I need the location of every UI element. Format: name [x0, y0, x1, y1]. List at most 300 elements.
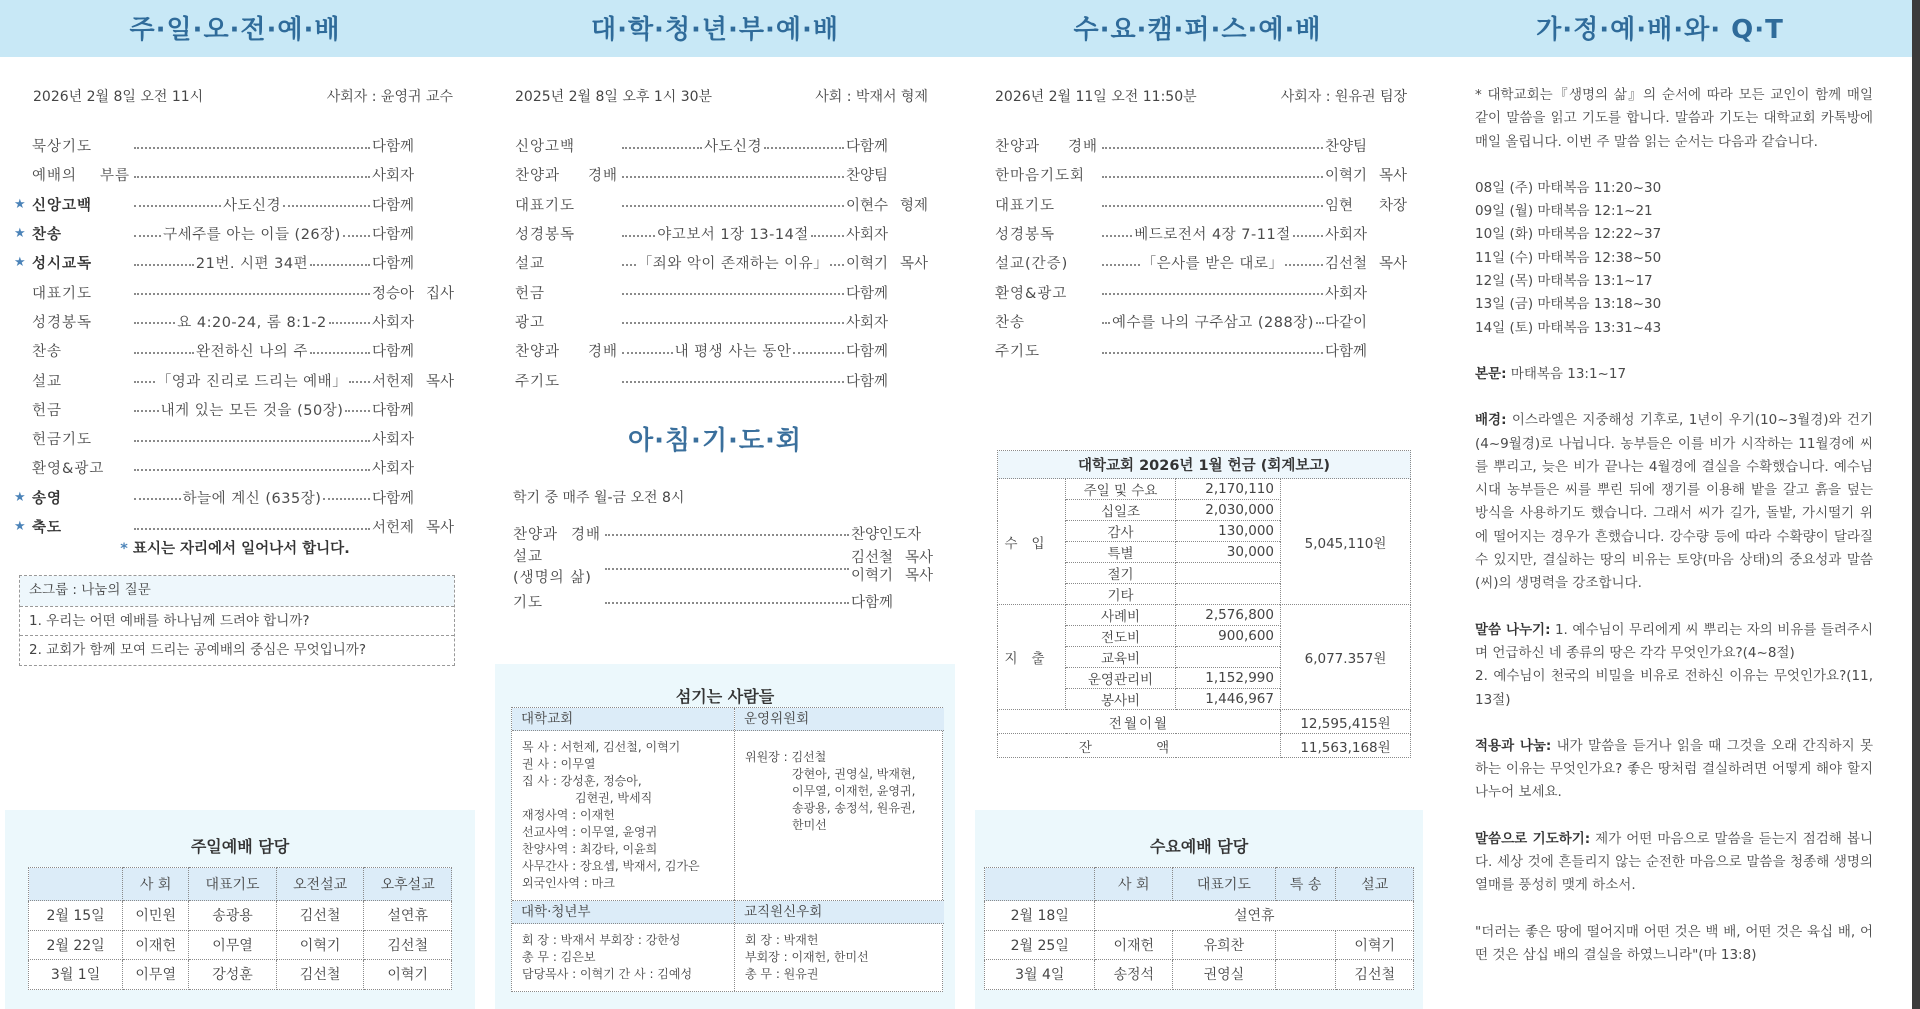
- reading-item: 08일 (주) 마태복음 11:20~30: [1475, 179, 1662, 196]
- order-content: 내게 있는 모든 것을 (50장): [160, 402, 344, 419]
- dot-leader: [622, 147, 702, 149]
- order-item: [513, 587, 933, 615]
- income-amount: [1176, 584, 1281, 605]
- duty-date: 2월 25일: [985, 930, 1095, 960]
- dot-leader: [134, 352, 194, 354]
- order-label-sub: (생명의 삶): [513, 569, 592, 586]
- service-datetime: 2026년 2월 8일 오전 11시: [33, 89, 204, 105]
- committee-members: 송광용, 송정석, 원유권,: [792, 801, 916, 815]
- order-label: 찬양과 경배: [513, 526, 601, 543]
- order-label: 찬양과 경배: [515, 344, 618, 361]
- order-role: 다함께: [851, 594, 894, 611]
- staff-line: 총 무 : 원유권: [745, 967, 819, 981]
- wednesday-duty-table: [984, 867, 1414, 990]
- order-content: 사도신경: [222, 197, 282, 214]
- order-label: 환영&광고: [995, 285, 1068, 302]
- committee-members: 한미선: [792, 818, 827, 832]
- expense-label: 지출: [998, 605, 1066, 710]
- duty-cell: 송정석: [1095, 960, 1173, 990]
- order-label: 대표기도: [995, 197, 1056, 214]
- table-header: 사 회: [123, 868, 189, 901]
- page-edge: [1912, 0, 1920, 1009]
- duty-cell: 김선철: [276, 901, 364, 931]
- order-label: 찬양과 경배: [515, 168, 618, 185]
- small-group-question: 2. 교회가 함께 모여 드리는 공예배의 중심은 무엇입니까?: [20, 635, 454, 665]
- order-content: 「죄와 악이 존재하는 이유」: [637, 256, 829, 273]
- wednesday-service-title: 수·요·캠·퍼·스·예·배: [1073, 15, 1322, 45]
- order-item: [14, 395, 454, 424]
- income-amount: 2,170,110: [1176, 479, 1281, 500]
- order-item: [995, 277, 1407, 306]
- order-item: [515, 336, 928, 365]
- order-role: 다함께: [372, 227, 415, 244]
- balance-value: 11,563,168원: [1281, 734, 1411, 758]
- order-item: [513, 519, 933, 547]
- duty-cell: 설연휴: [364, 901, 452, 931]
- order-role: 사회자: [372, 461, 415, 478]
- income-item: 특별: [1066, 542, 1176, 563]
- order-role: 다함께: [846, 344, 889, 361]
- youth-service-column: [480, 0, 950, 1009]
- table-row: [29, 960, 452, 990]
- order-item: [14, 453, 454, 482]
- dot-leader: [1102, 293, 1323, 295]
- order-role: 사회자: [846, 227, 889, 244]
- order-item: [515, 277, 928, 306]
- order-role: 다함께: [1325, 344, 1368, 361]
- order-content: 21번. 시편 34편: [195, 256, 309, 273]
- order-item: [995, 131, 1407, 160]
- order-content: 요 4:20-24, 롬 8:1-2: [177, 314, 327, 331]
- qt-text-label: 본문:: [1475, 365, 1507, 382]
- service-datetime: 2026년 2월 11일 오전 11:50분: [995, 89, 1197, 105]
- dot-leader: [764, 147, 844, 149]
- order-role: 다함께: [372, 344, 415, 361]
- order-item: [995, 219, 1407, 248]
- committee-chair: 위원장 : 김선철: [745, 750, 827, 764]
- expense-amount: 900,600: [1176, 626, 1281, 647]
- duty-date: 2월 22일: [29, 930, 123, 960]
- order-item: [14, 131, 454, 160]
- duty-merged-note: 설연휴: [1095, 901, 1414, 931]
- order-item: [14, 483, 454, 512]
- dot-leader: [134, 293, 370, 295]
- income-item: 주일 및 수요: [1066, 479, 1176, 500]
- reading-item: 10일 (화) 마태복음 12:22~37: [1475, 226, 1662, 243]
- expense-item: 사례비: [1066, 605, 1176, 626]
- dot-leader: [134, 176, 370, 178]
- order-item: [995, 190, 1407, 219]
- order-item: [515, 190, 928, 219]
- dot-leader: [1293, 235, 1323, 237]
- qt-background: [1475, 409, 1873, 595]
- morning-prayer-order: [513, 519, 933, 615]
- table-row: [985, 901, 1414, 931]
- dot-leader: [793, 352, 844, 354]
- small-group-question: 1. 우리는 어떤 예배를 하나님께 드려야 합니까?: [20, 606, 454, 636]
- table-row: [29, 930, 452, 960]
- order-label: 찬송: [32, 344, 63, 361]
- order-content: 구세주를 아는 이들 (26장): [163, 227, 341, 244]
- service-presider: 사회자 : 윤영귀 교수: [326, 89, 453, 105]
- order-role: 다함께: [372, 402, 415, 419]
- duty-date: 3월 4일: [985, 960, 1095, 990]
- order-item: [515, 131, 928, 160]
- duty-cell: 김선철: [1336, 960, 1414, 990]
- order-item: [14, 336, 454, 365]
- staff-line: 목 사 : 서헌제, 김선철, 이혁기: [522, 740, 681, 754]
- order-label: 대표기도: [515, 197, 576, 214]
- order-role: 다함께: [846, 373, 889, 390]
- duty-cell: 강성훈: [189, 960, 277, 990]
- duty-cell: 이무열: [189, 930, 277, 960]
- order-item: [14, 307, 454, 336]
- reading-item: 13일 (금) 마태복음 13:18~30: [1475, 296, 1662, 313]
- income-amount: [1176, 563, 1281, 584]
- dot-leader: [134, 147, 370, 149]
- duty-cell: 유희찬: [1173, 930, 1276, 960]
- qt-apply-label: 적용과 나눔:: [1475, 737, 1552, 754]
- duty-cell: 권영실: [1173, 960, 1276, 990]
- table-header: 설교: [1336, 868, 1414, 901]
- order-label: 성시교독: [32, 256, 93, 273]
- order-role: 다같이: [1325, 314, 1368, 331]
- staff-line: 담당목사 : 이혁기 간 사 : 김예성: [522, 967, 693, 981]
- order-label: 찬송: [995, 314, 1026, 331]
- order-label: 광고: [515, 314, 546, 331]
- church-staff-header: 대학교회: [512, 708, 734, 731]
- duty-date: 2월 15일: [29, 901, 123, 931]
- dot-leader: [345, 410, 370, 412]
- dot-leader: [622, 352, 673, 354]
- dot-leader: [134, 322, 175, 324]
- youth-staff-list: [512, 924, 734, 991]
- duty-cell: [1275, 930, 1336, 960]
- star-icon: ★: [14, 196, 26, 212]
- order-label: 기도: [513, 594, 544, 611]
- dot-leader: [343, 235, 370, 237]
- dot-leader: [323, 498, 370, 500]
- order-role: 사회자: [1325, 285, 1368, 302]
- order-label: 성경봉독: [515, 227, 576, 244]
- duty-cell: 송광용: [189, 901, 277, 931]
- order-item: [14, 424, 454, 453]
- reading-schedule: [1475, 177, 1873, 340]
- order-content: 야고보서 1장 13-14절: [657, 227, 809, 244]
- standing-note: [0, 537, 470, 558]
- duty-date: 3월 1일: [29, 960, 123, 990]
- sunday-service-meta: [33, 86, 453, 106]
- order-label: 헌금기도: [32, 432, 93, 449]
- faculty-fellowship-cell: [734, 900, 944, 991]
- order-role: 정승아 집사: [372, 285, 454, 302]
- duty-date: 2월 18일: [985, 901, 1095, 931]
- table-header: 특 송: [1275, 868, 1336, 901]
- dot-leader: [134, 498, 181, 500]
- table-row: [29, 901, 452, 931]
- small-group-header: 소그룹 : 나눔의 질문: [20, 576, 454, 606]
- order-item: [995, 307, 1407, 336]
- qt-text: [1475, 363, 1873, 386]
- faculty-fellowship-header: 교직원신우회: [735, 901, 944, 924]
- qt-sharing-label: 말씀 나누기:: [1475, 621, 1551, 638]
- expense-amount: 2,576,800: [1176, 605, 1281, 626]
- order-role: 사회자: [1325, 227, 1368, 244]
- staff-line: 총 무 : 김은보: [522, 950, 596, 964]
- expense-amount: 1,152,990: [1176, 668, 1281, 689]
- order-item: [995, 336, 1407, 365]
- service-datetime: 2025년 2월 8일 오후 1시 30분: [515, 89, 713, 105]
- dot-leader: [605, 534, 849, 536]
- standing-note-text: 표시는 자리에서 일어나서 합니다.: [132, 541, 350, 557]
- expense-item: 교육비: [1066, 647, 1176, 668]
- staff-line: 부회장 : 이재헌, 한미선: [745, 950, 869, 964]
- order-role: 임현 차장: [1325, 197, 1407, 214]
- youth-staff-cell: [512, 900, 734, 991]
- qt-sharing-question: 2. 예수님이 천국의 비밀을 비유로 전하신 이유는 무엇인가요?(11, 13절): [1475, 668, 1873, 708]
- order-item: [995, 248, 1407, 277]
- order-role: 사회자: [846, 314, 889, 331]
- order-label: 찬양과 경배: [995, 139, 1098, 156]
- table-header: [985, 868, 1095, 901]
- order-role: 다함께: [372, 256, 415, 273]
- reading-item: 14일 (토) 마태복음 13:31~43: [1475, 319, 1662, 336]
- order-item: [14, 277, 454, 306]
- wednesday-service-meta: [995, 86, 1407, 106]
- duty-cell: 김선철: [364, 930, 452, 960]
- order-role: 다함께: [372, 197, 415, 214]
- dot-leader: [329, 322, 370, 324]
- qt-sharing-question: 1. 예수님이 무리에게 씨 뿌리는 자의 비유를 들려주시며 언급하신 네 종류의 땅은 각각 무엇인가요?(4~8절): [1475, 621, 1874, 661]
- order-role: 다함께: [846, 139, 889, 156]
- table-header: 대표기도: [189, 868, 277, 901]
- sunday-service-column: [0, 0, 470, 1009]
- order-role: 김선철 목사: [851, 550, 933, 566]
- balance-label: 잔 액: [998, 734, 1281, 758]
- staff-line: 사무간사 : 장요셉, 박재서, 김가은: [522, 859, 700, 873]
- order-label: 설교: [515, 256, 546, 273]
- order-item: [515, 160, 928, 189]
- committee-members: 강현아, 권영실, 박재현,: [792, 767, 916, 781]
- worship-order-list: [995, 131, 1407, 365]
- faculty-fellowship-list: [735, 924, 944, 991]
- income-item: 기타: [1066, 584, 1176, 605]
- income-label: 수입: [998, 479, 1066, 605]
- finance-report-table: [997, 450, 1411, 758]
- order-content: 완전하신 나의 주: [196, 344, 308, 361]
- dot-leader: [605, 568, 849, 570]
- service-presider: 사회자 : 원유권 팀장: [1280, 89, 1407, 105]
- table-header: [29, 868, 123, 901]
- expense-amount: [1176, 647, 1281, 668]
- star-icon: ★: [14, 226, 26, 242]
- order-role: 다함께: [846, 285, 889, 302]
- dot-leader: [310, 352, 370, 354]
- dot-leader: [1102, 264, 1140, 266]
- expense-item: 봉사비: [1066, 689, 1176, 710]
- expense-total: 6,077.357원: [1281, 605, 1411, 710]
- qt-pray: [1475, 828, 1873, 898]
- order-role: 다함께: [372, 490, 415, 507]
- dot-leader: [134, 205, 221, 207]
- income-amount: 130,000: [1176, 521, 1281, 542]
- duty-cell: 이민원: [123, 901, 189, 931]
- staff-line: 회 장 : 박재서 부회장 : 강한성: [522, 933, 681, 947]
- order-role: 서헌제 목사: [372, 373, 454, 390]
- dot-leader: [830, 264, 844, 266]
- order-role: 이혁기 목사: [851, 568, 933, 584]
- wednesday-duty-title: 수요예배 담당: [1149, 837, 1249, 856]
- small-group-questions: [19, 575, 455, 666]
- dot-leader: [283, 205, 370, 207]
- star-icon: ★: [14, 519, 26, 534]
- duty-cell: 이재헌: [123, 930, 189, 960]
- income-item: 십일조: [1066, 500, 1176, 521]
- dot-leader: [605, 602, 849, 604]
- order-item: [14, 190, 454, 219]
- qt-background-text: 이스라엘은 지중해성 기후로, 1년이 우기(10~3월경)와 건기(4~9월경)로 나뉩니다. 농부들은 이를 비가 시작하는 11월경에 씨를 뿌리고, 늦은 비가 끝나는 4월경에 결실을 수확했습니다. 예수님 시대 농부들은 씨를 뿌린 뒤에 쟁기를 이용해 밭을 갈고 흙을 덮는 방식을 사용하기도 했습니다. 그래서 씨가 길가, 돌밭, 가시떨기 위에 떨어지는 경우가 흔했습니다. 강수량 등에 따라 수확량이 달라질 수 있지만, 결실하는 땅의 비유는 토양(마음 상태)의 중요성과 말씀(씨)의 생명력을 강조합니다.: [1475, 412, 1873, 592]
- duty-cell: 이혁기: [276, 930, 364, 960]
- qt-pray-label: 말씀으로 기도하기:: [1475, 830, 1591, 847]
- expense-item: 운영관리비: [1066, 668, 1176, 689]
- qt-background-label: 배경:: [1475, 412, 1507, 429]
- duty-cell: 김선철: [276, 960, 364, 990]
- order-role: 서헌제 목사: [372, 520, 454, 536]
- dot-leader: [622, 205, 844, 207]
- wednesday-service-column: [965, 0, 1430, 1009]
- dot-leader: [622, 176, 844, 178]
- dot-leader: [1102, 147, 1323, 149]
- qt-apply-text: 내가 말씀을 듣거나 읽을 때 그것을 오래 간직하지 못하는 이유는 무엇인가요? 좋은 땅처럼 결실하려면 어떻게 해야 할지 나누어 보세요.: [1475, 737, 1873, 801]
- morning-prayer-time: 학기 중 매주 월-금 오전 8시: [513, 490, 685, 506]
- qt-intro: * 대학교회는『생명의 삶』의 순서에 따라 모든 교인이 함께 매일 같이 말씀을 읽고 기도를 합니다. 말씀과 기도는 대학교회 카톡방에 매일 올립니다. 이번 주 말씀 읽는 순서는 다음과 같습니다.: [1475, 87, 1873, 150]
- order-label: 신앙고백: [32, 197, 93, 214]
- family-qt-title: 가·정·예·배·와· Q·T: [1536, 15, 1784, 45]
- dot-leader: [622, 293, 844, 295]
- dot-leader: [1285, 264, 1323, 266]
- order-role: 이혁기 목사: [846, 256, 928, 273]
- servants-grid: [511, 707, 943, 992]
- income-amount: 30,000: [1176, 542, 1281, 563]
- income-amount: 2,030,000: [1176, 500, 1281, 521]
- order-label: 묵상기도: [32, 139, 93, 156]
- staff-line: 회 장 : 박재헌: [745, 933, 819, 947]
- sunday-service-title: 주·일·오·전·예·배: [129, 15, 341, 45]
- dot-leader: [134, 235, 161, 237]
- duty-cell: 이혁기: [364, 960, 452, 990]
- order-item: [515, 248, 928, 277]
- reading-item: 09일 (월) 마태복음 12:1~21: [1475, 203, 1653, 220]
- table-header: 오후설교: [364, 868, 452, 901]
- income-item: 감사: [1066, 521, 1176, 542]
- reading-item: 11일 (수) 마태복음 12:38~50: [1475, 249, 1662, 266]
- order-role: 사회자: [372, 168, 415, 185]
- table-row: [985, 930, 1414, 960]
- finance-report-title: 대학교회 2026년 1월 헌금 (회계보고): [998, 451, 1411, 479]
- carryover-value: 12,595,415원: [1281, 710, 1411, 734]
- order-label: 예배의 부름: [32, 168, 130, 185]
- table-header: 오전설교: [276, 868, 364, 901]
- order-label: 한마음기도회: [995, 168, 1086, 185]
- servants-panel: [495, 664, 955, 1009]
- table-header: 대표기도: [1173, 868, 1276, 901]
- duty-cell: [1275, 960, 1336, 990]
- table-header: 사 회: [1095, 868, 1173, 901]
- qt-apply: [1475, 735, 1873, 805]
- order-label: 찬송: [32, 227, 63, 244]
- order-item: [515, 307, 928, 336]
- dot-leader: [134, 381, 155, 383]
- youth-service-title: 대·학·청·년·부·예·배: [590, 15, 840, 45]
- staff-line: 선교사역 : 이무열, 윤영귀: [522, 825, 658, 839]
- church-staff-cell: [512, 708, 734, 900]
- table-row: [985, 960, 1414, 990]
- order-item: [995, 160, 1407, 189]
- qt-text-value: 마태복음 13:1~17: [1510, 365, 1627, 382]
- qt-sharing: [1475, 619, 1873, 712]
- income-total: 5,045,110원: [1281, 479, 1411, 605]
- church-staff-list: [512, 731, 734, 900]
- star-icon: ★: [14, 255, 26, 271]
- dot-leader: [622, 381, 844, 383]
- order-content: 예수를 나의 구주삼고 (288장): [1112, 314, 1314, 331]
- order-label: 설교(간증): [995, 256, 1069, 273]
- order-content: 사도신경: [703, 139, 763, 156]
- order-role: 찬양인도자: [851, 526, 922, 543]
- committee-list: [735, 731, 944, 842]
- youth-service-meta: [515, 86, 928, 106]
- dot-leader: [622, 235, 655, 237]
- staff-line: 재정사역 : 이재헌: [522, 808, 615, 822]
- order-role: 찬양팀: [1325, 139, 1368, 156]
- order-label: 주기도: [995, 344, 1041, 361]
- morning-prayer-title: 아·침·기·도·회: [627, 426, 803, 456]
- order-role: 김선철 목사: [1325, 256, 1407, 273]
- order-content: 「영과 진리로 드리는 예배」: [156, 373, 348, 390]
- service-presider: 사회 : 박재서 형제: [815, 89, 928, 105]
- dot-leader: [134, 440, 370, 442]
- order-label: 설교: [513, 548, 544, 565]
- order-role: 사회자: [372, 314, 415, 331]
- order-item: [14, 248, 454, 277]
- sunday-duty-title: 주일예배 담당: [190, 837, 290, 856]
- order-content: 베드로전서 4장 7-11절: [1134, 227, 1291, 244]
- order-label: 대표기도: [32, 285, 93, 302]
- worship-order-list: [515, 131, 928, 395]
- order-label: 신앙고백: [515, 139, 576, 156]
- order-label: 성경봉독: [995, 227, 1056, 244]
- reading-item: 12일 (목) 마태복음 13:1~17: [1475, 273, 1653, 290]
- order-content: 「은사를 받은 대로」: [1141, 256, 1284, 273]
- dot-leader: [622, 264, 636, 266]
- committee-cell: [734, 708, 944, 900]
- order-item: [14, 219, 454, 248]
- order-role: 다함께: [372, 139, 415, 156]
- dot-leader: [1102, 322, 1110, 324]
- dot-leader: [1316, 322, 1324, 324]
- order-label: 설교: [32, 373, 63, 390]
- order-role: 사회자: [372, 432, 415, 449]
- order-role: 이현수 형제: [846, 197, 928, 214]
- qt-verse: "더러는 좋은 땅에 떨어지매 어떤 것은 백 배, 어떤 것은 육십 배, 어떤 것은 삼십 배의 결실을 하였느니라"(마 13:8): [1475, 923, 1873, 963]
- wednesday-duty-panel: [975, 810, 1423, 1009]
- duty-cell: 이재헌: [1095, 930, 1173, 960]
- family-qt-column: [1440, 0, 1880, 1009]
- star-icon: ★: [14, 489, 26, 505]
- order-label: 환영&광고: [32, 461, 105, 478]
- order-label: 축도: [32, 520, 63, 536]
- staff-line: 찬양사역 : 최강타, 이윤희: [522, 842, 658, 856]
